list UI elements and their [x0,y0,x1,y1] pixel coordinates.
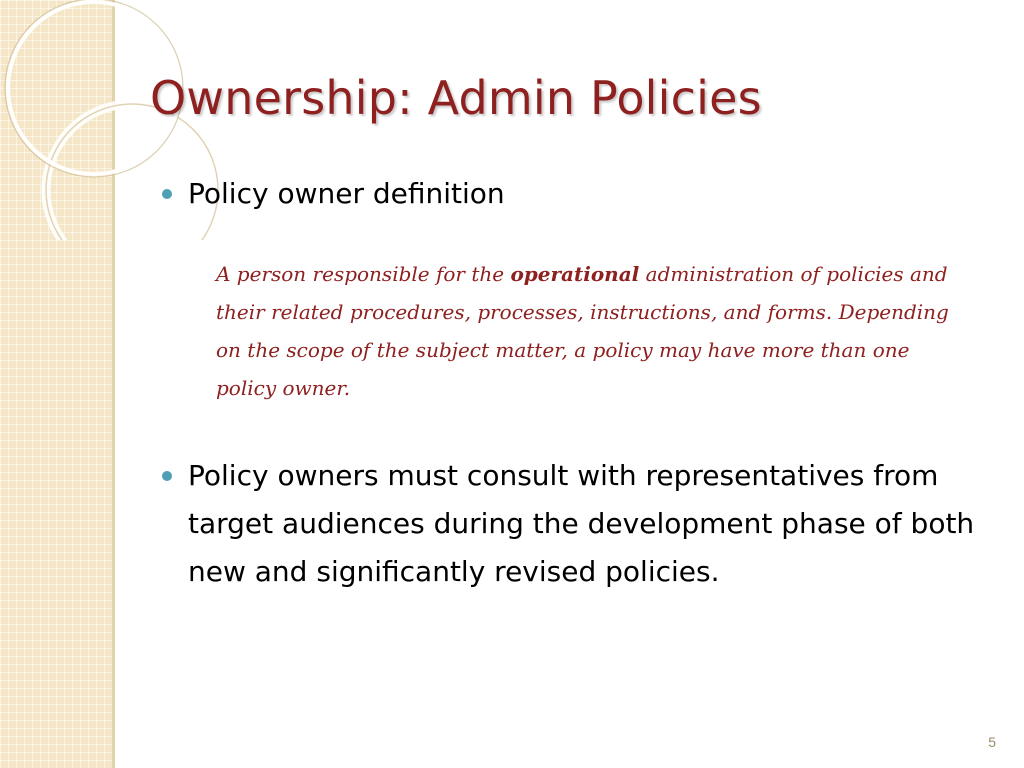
page-number: 5 [988,734,996,750]
bullet-policy-owner-definition [188,172,505,216]
definition-emphasis: operational [510,262,640,286]
definition-text-end: administration of policies and their related procedures, processes, instructions, and forms. Depending on the scope of the subject matter, a policy may have more than one policy owner. [216,262,949,400]
bullet-text: Policy owner definition [188,177,505,210]
bullet-marker-icon [162,189,172,199]
bullet-text: Policy owners must consult with representatives from target audiences during the development phase of both new and significantly revised policies. [188,459,975,588]
bullet-marker-icon [162,471,172,481]
definition-text [216,255,961,407]
slide-title: Ownership: Admin Policies [150,71,762,125]
definition-text-start: A person responsible for the [216,262,511,286]
bullet-consultation-requirement [188,452,988,596]
